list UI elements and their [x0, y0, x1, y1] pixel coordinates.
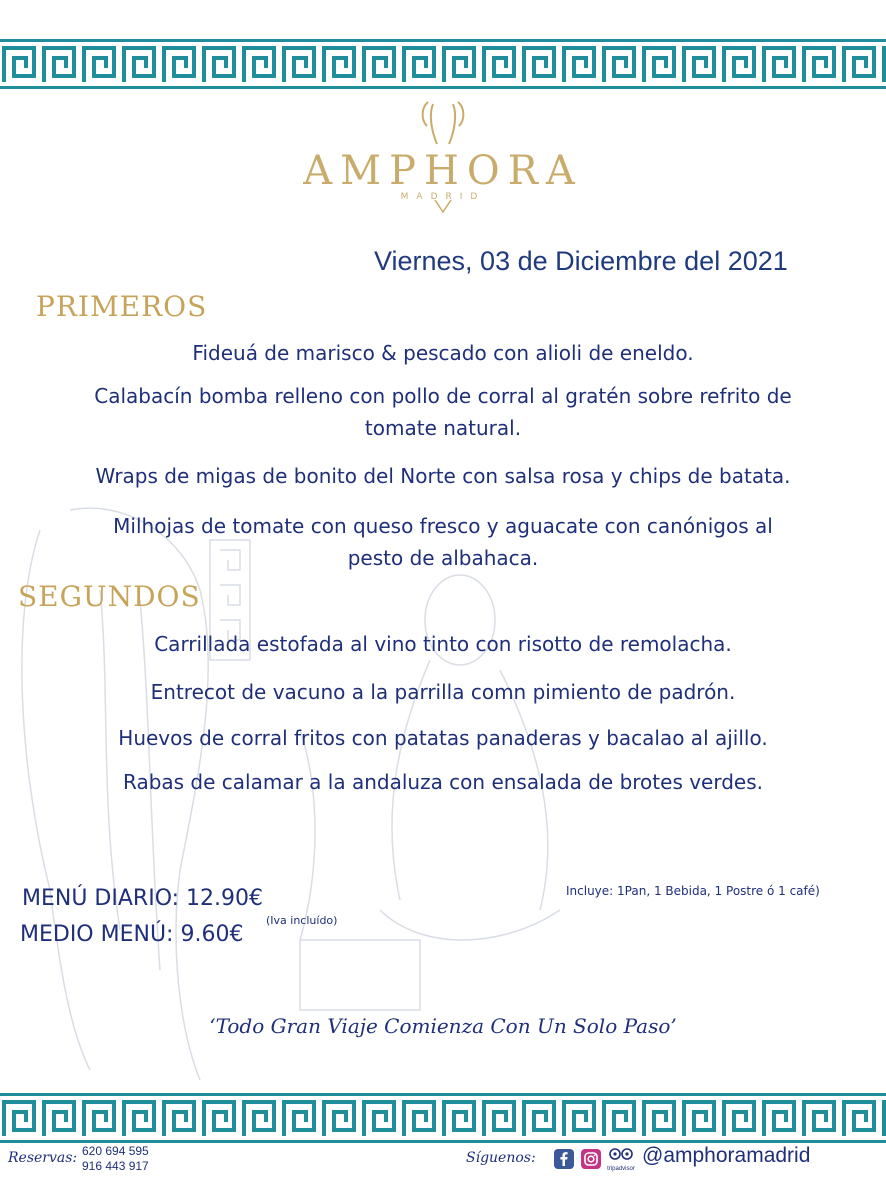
siguenos-label: Síguenos:: [466, 1150, 536, 1166]
social-handle[interactable]: @amphoramadrid: [642, 1144, 811, 1167]
menu-date: Viernes, 03 de Diciembre del 2021: [374, 246, 788, 276]
tripadvisor-label: tripadvisor: [607, 1166, 635, 1172]
phone-number-2[interactable]: 916 443 917: [82, 1159, 149, 1173]
greek-key-border-bottom: [0, 1090, 886, 1146]
logo-city: MADRID: [400, 192, 486, 202]
dish-segundo-3: Huevos de corral fritos con patatas panaderas y bacalao al ajillo.: [118, 726, 768, 750]
dish-segundo-1: Carrillada estofada al vino tinto con risotto de remolacha.: [154, 632, 732, 656]
iva-note: (Iva incluído): [266, 914, 338, 927]
dish-segundo-2: Entrecot de vacuno a la parrilla comn pimiento de padrón.: [150, 680, 736, 704]
amphora-madrid-logo: [300, 100, 586, 220]
motto-quote: ‘Todo Gran Viaje Comienza Con Un Solo Paso’: [209, 1014, 677, 1038]
price-menu-diario: MENÚ DIARIO: 12.90€: [22, 886, 264, 911]
facebook-icon[interactable]: [554, 1149, 574, 1169]
instagram-icon[interactable]: [581, 1149, 601, 1169]
amphora-logo-icon: [413, 100, 473, 148]
phone-number-1[interactable]: 620 694 595: [82, 1144, 149, 1158]
dish-primero-4: Milhojas de tomate con queso fresco y aguacate con canónigos al pesto de albahaca.: [113, 514, 773, 570]
dish-primero-1: Fideuá de marisco & pescado con alioli de eneldo.: [192, 341, 694, 365]
section-heading-primeros: PRIMEROS: [36, 290, 208, 323]
dish-primero-3: Wraps de migas de bonito del Norte con salsa rosa y chips de batata.: [95, 464, 791, 488]
greek-key-border-top: [0, 36, 886, 92]
section-heading-segundos: SEGUNDOS: [18, 580, 201, 613]
tripadvisor-icon[interactable]: [606, 1146, 636, 1170]
logo-point-icon: [433, 200, 453, 214]
logo-wordmark: AMPHORA: [303, 148, 583, 194]
reservas-label: Reservas:: [8, 1150, 78, 1166]
menu-includes-note: Incluye: 1Pan, 1 Bebida, 1 Postre ó 1 café): [566, 884, 820, 898]
dish-primero-2: Calabacín bomba relleno con pollo de corral al gratén sobre refrito de tomate natural.: [94, 384, 792, 440]
price-medio-menu: MEDIO MENÚ: 9.60€: [20, 922, 244, 947]
dish-segundo-4: Rabas de calamar a la andaluza con ensalada de brotes verdes.: [122, 770, 764, 794]
